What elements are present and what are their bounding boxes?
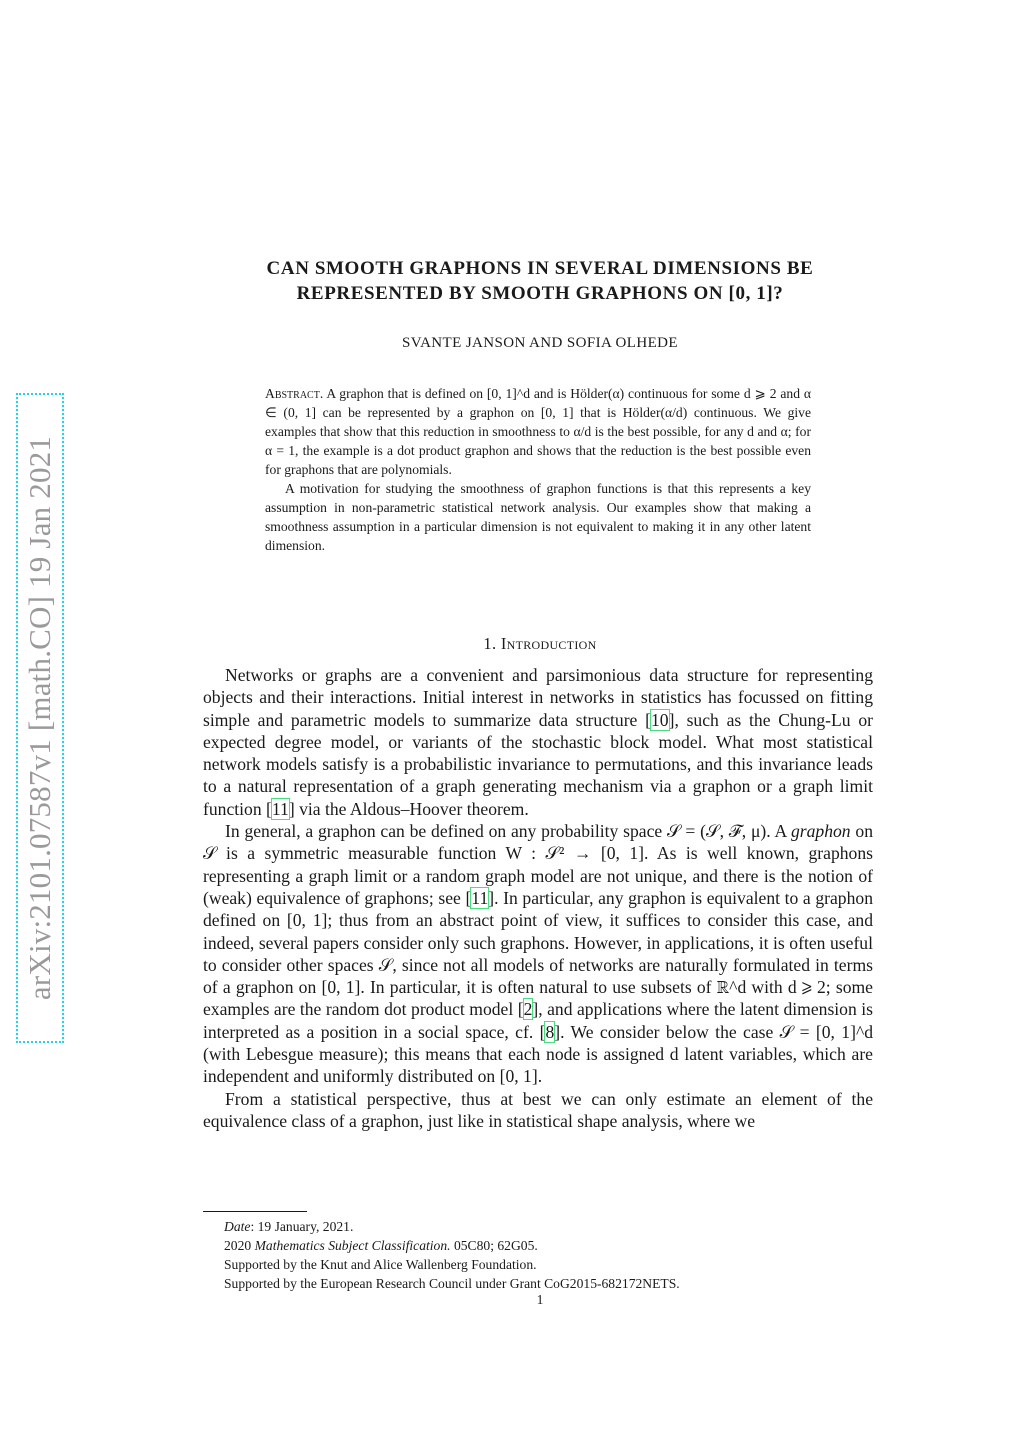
section-heading	[160, 634, 920, 654]
section-title: Introduction	[500, 634, 597, 653]
msc-label: Mathematics Subject Classification.	[254, 1238, 451, 1253]
footnote-support-1: Supported by the Knut and Alice Wallenberg Foundation.	[224, 1257, 537, 1272]
title-line-2: REPRESENTED BY SMOOTH GRAPHONS ON [0, 1]?	[296, 283, 784, 304]
msc-year: 2020	[224, 1238, 255, 1253]
paper-authors: SVANTE JANSON AND SOFIA OLHEDE	[402, 335, 678, 351]
paragraph-2: In general, a graphon can be defined on any probability space 𝒮 = (𝒮, ℱ, μ). A graphon on 𝒮 is a symmetric measurable function W : 𝒮² → [0, 1]. As is well known, graphons representing a graph limit or a random graph model are not unique, and there is the notion of (weak) equivalence of graphons; see [11]. In particular, any graphon is equivalent to a graphon defined on [0, 1]; thus from an abstract point of view, it suffices to consider this case, and indeed, several papers consider only such graphons. However, in applications, it is often useful to consider other spaces 𝒮, since not all models of networks are naturally formulated in terms of a graphon on [0, 1]. In particular, it is often natural to use subsets of ℝ^d with d ⩾ 2; some examples are the random dot product model [2], and applications where the latent dimension is interpreted as a position in a social space, cf. [8]. We consider below the case 𝒮 = [0, 1]^d (with Lebesgue measure); this means that each node is assigned d latent variables, which are independent and uniformly distributed on [0, 1].	[203, 821, 873, 1087]
text-run: In general, a graphon can be defined on any probability space 𝒮 = (𝒮, ℱ, μ). A	[225, 821, 791, 842]
citation-link-11[interactable]: 11	[471, 887, 489, 908]
title-line-1: CAN SMOOTH GRAPHONS IN SEVERAL DIMENSIONS BE	[266, 258, 814, 279]
page-number: 1	[536, 1292, 544, 1307]
paragraph-3: From a statistical perspective, thus at best we can only estimate an element of the equivalence class of a graphon, just like in statistical shape analysis, where we	[203, 1088, 873, 1131]
text-run: via the Aldous–Hoover theorem.	[294, 798, 529, 819]
citation-link-11[interactable]: 11	[271, 798, 289, 819]
abstract-text-1: A graphon that is defined on [0, 1]^d and is Hölder(α) continuous for some d ⩾ 2 and α ∈ (0, 1] can be represented by a graphon on [0, 1] that is Hölder(α/d) continuous. We give examples that show that this reduction in smoothness to α/d is the best possible, for any d and α; for α = 1, the example is a dot product graphon and shows that the reduction is the best possible even for graphons that are polynomials.	[265, 386, 811, 477]
date-value: : 19 January, 2021.	[250, 1219, 354, 1234]
text-run: , and applications where the latent dimension is interpreted as a position in a social space, cf.	[203, 999, 873, 1042]
msc-value: 05C80; 62G05.	[450, 1238, 538, 1253]
abstract-label: Abstract.	[265, 386, 324, 401]
footnotes	[224, 1217, 874, 1293]
abstract	[265, 384, 811, 555]
arxiv-stamp-box	[16, 393, 64, 1043]
paragraph-1: Networks or graphs are a convenient and parsimonious data structure for representing objects and their interactions. Initial interest in networks in statistics has focussed on fitting simple and parametric models to summarize data structure [10], such as the Chung-Lu or expected degree model, or variants of the stochastic block model. What most statistical network models satisfy is a probabilistic invariance to permutations, and this invariance leads to a natural representation of a graph generating mechanism via a graphon or a graph limit function [11] via the Aldous–Hoover theorem.	[203, 665, 873, 819]
abstract-paragraph-1	[265, 384, 811, 479]
emphasis-graphon: graphon	[790, 821, 851, 842]
citation-link-10[interactable]: 10	[650, 709, 669, 730]
section-number: 1.	[483, 634, 497, 653]
paper-title	[160, 256, 920, 306]
date-label: Date	[224, 1219, 251, 1234]
footnote-support-2: Supported by the European Research Council under Grant CoG2015-682172NETS.	[224, 1276, 680, 1291]
text-run: . We consider below the case 𝒮 = [0, 1]^d (with Lebesgue measure); this means that each node is assigned d latent variables, which are independent and uniformly distributed on [0, 1].	[203, 1021, 873, 1087]
text-run: . In particular, any graphon is equivalent to a graphon defined on [0, 1]; thus from an abstract point of view, it suffices to consider this case, and indeed, several papers consider only such graphons. However, in applications, it is often useful to consider other spaces 𝒮, since not all models of networks are naturally formulated in terms of a graphon on [0, 1]. In particular, it is often natural to use subsets of ℝ^d with d ⩾ 2; some examples are the random dot product model	[203, 887, 873, 1020]
text-run: , such as the Chung-Lu or expected degree model, or variants of the stochastic block model. What most statistical network models satisfy is a probabilistic invariance to permutations, and this invariance leads to a natural representation of a graph generating mechanism via a graphon or a graph limit function	[203, 709, 873, 819]
text-run: on 𝒮 is a symmetric measurable function W : 𝒮² → [0, 1]. As is well known, graphons representing a graph limit or a random graph model are not unique, and there is the notion of (weak) equivalence of graphons; see	[203, 821, 873, 908]
footnote-rule	[203, 1211, 307, 1212]
text-run: Networks or graphs are a convenient and parsimonious data structure for representing objects and their interactions. Initial interest in networks in statistics has focussed on fitting simple and parametric models to summarize data structure	[203, 665, 873, 730]
arxiv-stamp: arXiv:2101.07587v1 [math.CO] 19 Jan 2021	[22, 435, 57, 1001]
citation-link-8[interactable]: 8	[545, 1021, 555, 1042]
body-text	[203, 664, 873, 1132]
footnote-date	[224, 1217, 874, 1236]
abstract-paragraph-2: A motivation for studying the smoothness of graphon functions is that this represents a key assumption in non-parametric statistical network analysis. Our examples show that making a smoothness assumption in a particular dimension is not equivalent to making it in any other latent dimension.	[265, 481, 811, 553]
citation-link-2[interactable]: 2	[523, 999, 533, 1020]
footnote-msc	[224, 1236, 874, 1255]
